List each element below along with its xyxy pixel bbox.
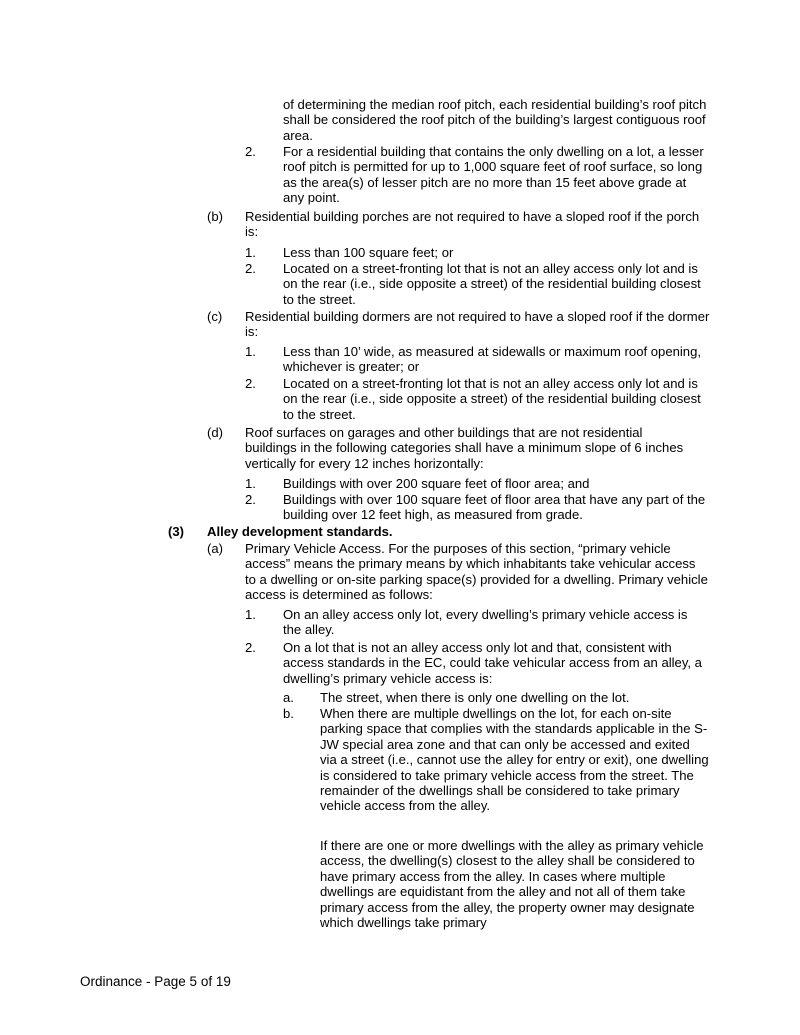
continuation-paragraph: of determining the median roof pitch, each residential building’s roof pitch shall be considered the roof pitch of the building’s largest contiguous roof area. — [283, 97, 707, 143]
list-text: Residential building dormers are not required to have a sloped roof if the dormer is: — [245, 309, 710, 340]
section-title: Alley development standards. — [207, 524, 393, 539]
list-marker: (a) — [207, 541, 224, 556]
list-text: Buildings with over 100 square feet of floor area that have any part of the building over 12 feet high, as measured from grade. — [283, 492, 706, 523]
list-text: Located on a street-fronting lot that is not an alley access only lot and is on the rear (i.e., side opposite a street) of the residential building closest to the street. — [283, 376, 701, 422]
list-marker: 2. — [245, 144, 256, 159]
page-footer: Ordinance - Page 5 of 19 — [80, 974, 231, 989]
list-text: The street, when there is only one dwelling on the lot. — [320, 690, 630, 705]
list-text: For a residential building that contains the only dwelling on a lot, a lesser roof pitch is permitted for up to 1,000 square feet of roof surface, so long as the area(s) of lesser pitch are no more than 15 feet above grade at any point. — [283, 144, 704, 206]
list-marker: 1. — [245, 245, 256, 260]
list-text: Located on a street-fronting lot that is not an alley access only lot and is on the rear (i.e., side opposite a street) of the residential building closest to the street. — [283, 261, 701, 307]
list-text: Less than 100 square feet; or — [283, 245, 454, 260]
list-marker: 1. — [245, 607, 256, 622]
list-marker: 2. — [245, 640, 256, 655]
list-marker: 2. — [245, 492, 256, 507]
list-marker: 2. — [245, 261, 256, 276]
list-marker: (c) — [207, 309, 223, 324]
list-text: Buildings with over 200 square feet of floor area; and — [283, 476, 590, 491]
list-marker: b. — [283, 706, 294, 721]
list-text: Less than 10’ wide, as measured at sidewalls or maximum roof opening, whichever is greater; or — [283, 344, 701, 375]
trailing-paragraph: If there are one or more dwellings with the alley as primary vehicle access, the dwelling(s) closest to the alley shall be considered to have primary access from the alley. In cases where multiple dwellings are equidistant from the alley and not all of them take primary access from the alley, the property owner may designate which dwellings take primary — [320, 838, 704, 931]
list-marker: a. — [283, 690, 294, 705]
list-text: When there are multiple dwellings on the lot, for each on-site parking space that complies with the standards applicable in the S-JW special area zone and that can only be accessed and exited via a street (i.e., cannot use the alley for entry or exit), one dwelling is considered to take primary vehicle access from the street. The remainder of the dwellings shall be considered to take primary vehicle access from the alley. — [320, 706, 709, 814]
list-text: On an alley access only lot, every dwelling’s primary vehicle access is the alley. — [283, 607, 688, 638]
list-marker: 1. — [245, 476, 256, 491]
list-text: On a lot that is not an alley access only lot and that, consistent with access standards in the EC, could take vehicular access from an alley, a dwelling’s primary vehicle access is: — [283, 640, 702, 686]
list-text: Roof surfaces on garages and other buildings that are not residential buildings in the following categories shall have a minimum slope of 6 inches vertically for every 12 inches horizontally: — [245, 425, 684, 471]
list-marker: 2. — [245, 376, 256, 391]
section-number: (3) — [168, 524, 185, 539]
list-marker: (b) — [207, 209, 224, 224]
list-text: Primary Vehicle Access. For the purposes of this section, “primary vehicle access” means the primary means by which inhabitants take vehicular access to a dwelling or on-site parking space(s) provided for a dwelling. Primary vehicle access is determined as follows: — [245, 541, 708, 603]
list-marker: (d) — [207, 425, 224, 440]
list-text: Residential building porches are not required to have a sloped roof if the porch is: — [245, 209, 700, 240]
list-marker: 1. — [245, 344, 256, 359]
